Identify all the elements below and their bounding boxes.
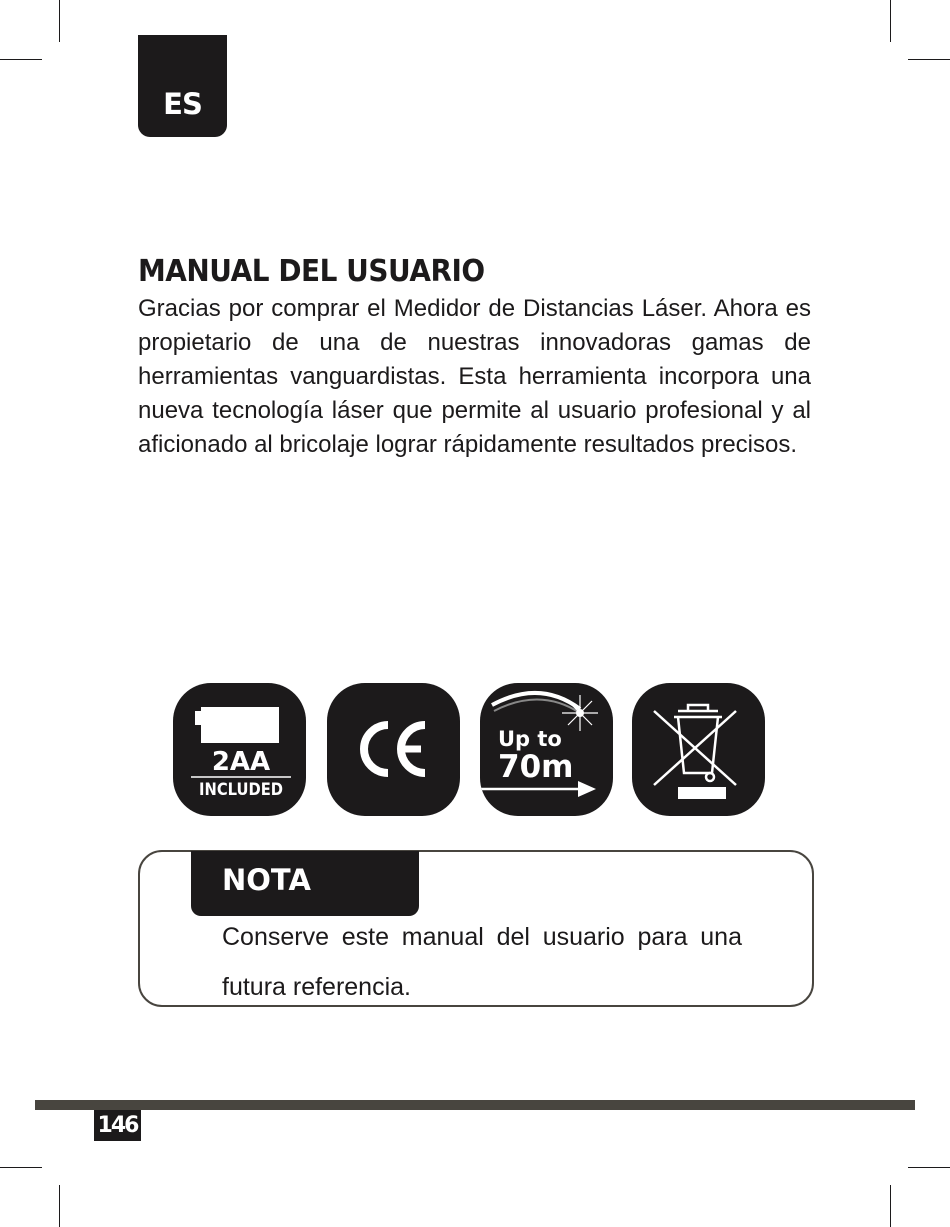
crop-mark xyxy=(908,59,950,60)
crop-mark xyxy=(59,1185,60,1227)
intro-paragraph: Gracias por comprar el Medidor de Distancias Láser. Ahora es propietario de una de nuestras innovadoras gamas de herramientas vanguardistas. Esta herramienta incorpora una nueva tecnología láser que permite al usuario profesional y al aficionado al bricolaje lograr rápidamente resultados precisos. xyxy=(138,295,811,458)
battery-count: 2AA xyxy=(211,747,271,777)
crop-mark xyxy=(0,1167,42,1168)
note-label: NOTA xyxy=(191,851,419,916)
crop-mark xyxy=(890,0,891,42)
weee-badge xyxy=(632,683,765,816)
ce-mark-icon xyxy=(327,683,460,816)
crop-mark xyxy=(0,59,42,60)
ce-badge xyxy=(327,683,460,816)
range-badge xyxy=(480,683,613,816)
crop-mark xyxy=(890,1185,891,1227)
crossed-out-bin-icon xyxy=(632,683,765,816)
note-text: Conserve este manual del usuario para una futura referencia. xyxy=(222,923,742,1001)
battery-included: INCLUDED xyxy=(199,780,283,800)
icon-row xyxy=(173,683,764,816)
page-number: 146 xyxy=(94,1110,141,1141)
range-distance: 70m xyxy=(498,749,574,785)
footer-rule xyxy=(35,1100,915,1110)
range-up-to: Up to xyxy=(498,727,562,751)
language-tab: ES xyxy=(138,35,227,137)
laser-range-icon xyxy=(480,683,613,816)
crop-mark xyxy=(908,1167,950,1168)
crop-mark xyxy=(59,0,60,42)
page-title: MANUAL DEL USUARIO xyxy=(138,254,485,289)
battery-badge xyxy=(173,683,306,816)
battery-icon xyxy=(173,683,306,816)
